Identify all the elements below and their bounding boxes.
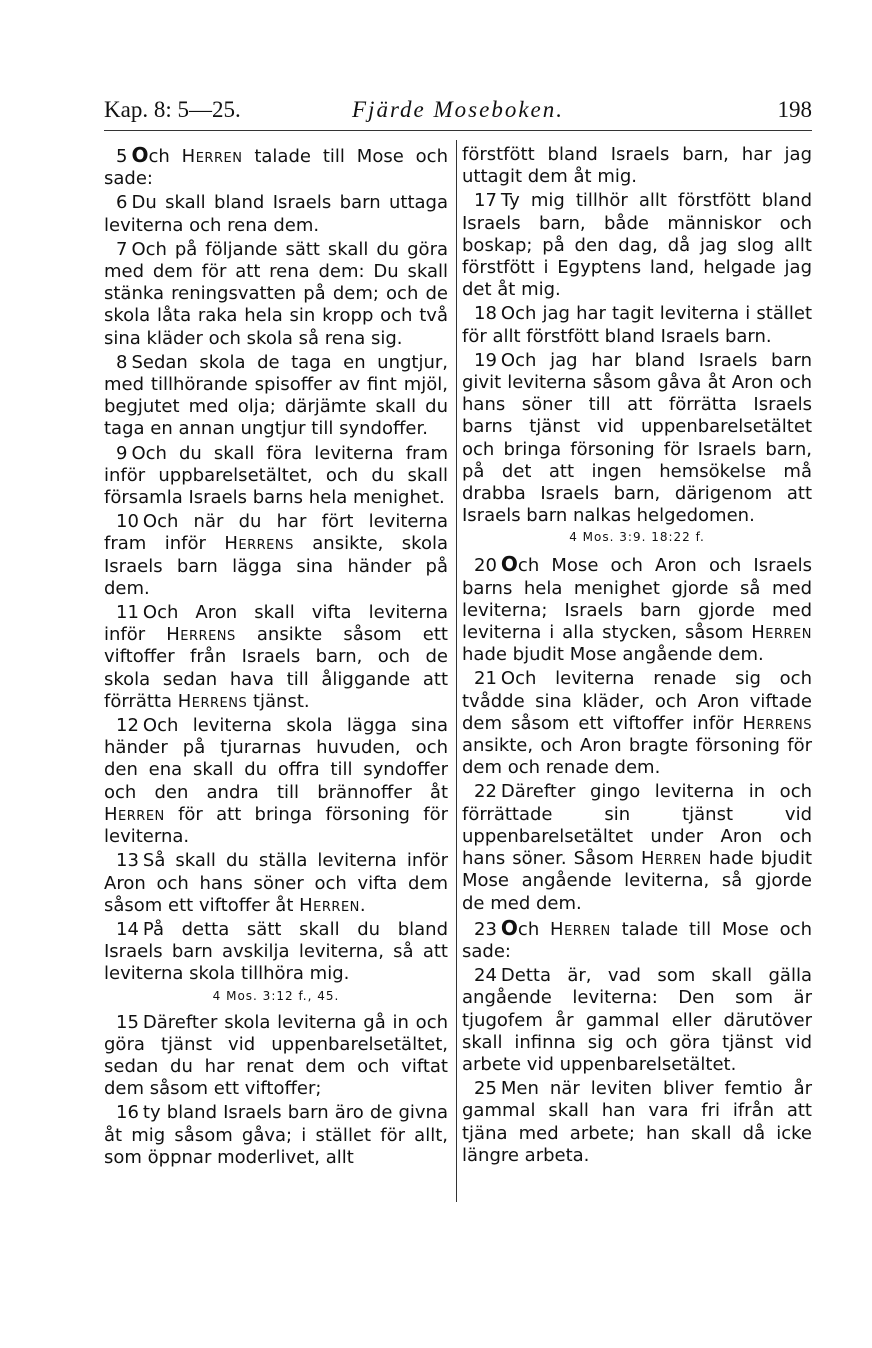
divine-name: Herren — [550, 918, 611, 940]
verse-text: Ty mig tillhör allt förstfött bland Israels barn, både människor och boskap; på den dag, då jag slog allt förstfött i Egyptens land, helgade jag det åt mig. — [462, 190, 812, 301]
verse-number: 13 — [116, 850, 139, 872]
verse-text: ch — [517, 918, 551, 940]
verse-24 — [462, 965, 812, 1076]
right-column — [462, 142, 812, 1169]
verse-text: Och du skall föra leviterna fram inför uppbarelsetältet, och du skall församla Israels barns hela menighet. — [104, 442, 448, 509]
divine-name: Herren — [181, 146, 243, 167]
chapter-reference: Kap. 8: 5—25. — [104, 97, 241, 122]
verse-6 — [104, 192, 448, 236]
verse-number: 17 — [474, 190, 497, 212]
verse-text: Men när leviten bliver femtio år gammal skall han vara fri ifrån att tjäna med arbete; han skall då icke längre arbeta. — [462, 1078, 812, 1166]
verse-number: 12 — [116, 715, 139, 737]
verse-text: ch Mose och Aron och Israels barns hela menighet gjorde så med leviterna; Israels barn gjorde med leviterna i alla stycken, såsom — [462, 555, 812, 644]
verse-text: Därefter skola leviterna gå in och göra tjänst vid uppenbarelsetältet, sedan du har renat dem och viftat dem såsom ett viftoffer; — [104, 1011, 448, 1100]
verse-number: 6 — [116, 192, 128, 214]
verse-text: Så skall du ställa leviterna inför Aron och hans söner och vifta dem såsom ett viftoffer åt — [104, 850, 448, 916]
verse-number: 25 — [474, 1078, 497, 1100]
verse-number: 22 — [474, 781, 497, 803]
verse-17 — [462, 190, 812, 301]
verse-12 — [104, 715, 448, 848]
cross-reference: 4 Mos. 3:9. 18:22 f. — [569, 530, 705, 545]
verse-text: ty bland Israels barn äro de givna åt mig såsom gåva; i stället för allt, som öppnar moderlivet, allt — [104, 1102, 448, 1168]
verse-text: talade till Mose och sade: — [104, 146, 448, 190]
verse-number: 5 — [116, 146, 128, 167]
verse-number: 14 — [116, 918, 139, 940]
verse-text: Du skall bland Israels barn uttaga leviterna och rena dem. — [104, 192, 448, 236]
divine-name: Herren — [104, 803, 165, 825]
verse-number: 7 — [116, 238, 128, 260]
column-divider — [456, 140, 457, 1202]
initial-letter: O — [131, 143, 149, 167]
divine-name: Herren — [640, 848, 702, 870]
verse-number: 24 — [474, 965, 497, 987]
page-number: 198 — [777, 97, 812, 122]
verse-text: ansikte såsom ett viftoffer från Israels barn, och de skola sedan hava till åliggande att förrätta — [104, 624, 448, 712]
verse-number: 21 — [474, 668, 497, 690]
verse-10 — [104, 511, 448, 600]
verse-number: 10 — [116, 511, 139, 533]
verse-number: 20 — [474, 555, 497, 577]
verse-20 — [462, 553, 812, 666]
verse-text: Och leviterna renade sig och tvådde sina kläder, och Aron viftade dem såsom ett viftoffer inför — [462, 668, 812, 734]
divine-name: Herrens — [166, 624, 236, 646]
verse-text: hade bjudit Mose angående leviterna, så gjorde de med dem. — [462, 848, 812, 914]
verse-7 — [104, 239, 448, 350]
verse-25 — [462, 1078, 812, 1167]
verse-text: Och Aron skall vifta leviterna inför — [104, 602, 448, 646]
verse-number: 15 — [116, 1011, 139, 1033]
verse-text: Och när du har fört leviterna fram inför — [104, 511, 448, 555]
verse-text: ansikte, och Aron bragte försoning för dem och renade dem. — [462, 735, 812, 779]
initial-letter: O — [500, 915, 518, 940]
verse-number: 23 — [474, 918, 497, 940]
verse-21 — [462, 668, 812, 779]
running-header — [104, 97, 812, 127]
verse-8 — [104, 352, 448, 441]
verse-text: Detta är, vad som skall gälla angående leviterna: Den som är tjugofem år gammal eller därutöver skall infinna sig och göra tjänst vid arbete vid uppenbarelsetältet. — [462, 965, 812, 1075]
verse-text: Och jag har bland Israels barn givit leviterna såsom gåva åt Aron och hans söner till att förrätta Israels barns tjänst vid uppenbarelsetältet och bringa försoning för Israels barn, på det att ingen hemsökelse må drabba Israels barn, därigenom att Israels barn nalkas helgedomen. — [462, 349, 812, 527]
verse-text: ch — [148, 146, 182, 167]
verse-number: 19 — [474, 349, 497, 371]
verse-text: Och leviterna skola lägga sina händer på tjurarnas huvuden, och den ena skall du offra till syndoffer och den andra till brännoffer åt — [104, 715, 448, 803]
verse-text: hade bjudit Mose angående dem. — [462, 644, 764, 666]
book-title: Fjärde Moseboken. — [352, 97, 564, 122]
verse-number: 16 — [116, 1102, 139, 1124]
verse-5 — [104, 144, 448, 190]
verse-text: Därefter gingo leviterna in och förrättade sin tjänst vid uppenbarelsetältet under Aron och hans söner. Såsom — [462, 781, 812, 870]
verse-15 — [104, 1012, 448, 1101]
verse-11 — [104, 602, 448, 713]
divine-name: Herren — [299, 894, 360, 916]
verse-number: 18 — [474, 303, 497, 325]
verse-text: . — [359, 894, 366, 916]
divine-name: Herrens — [742, 712, 812, 734]
header-rule — [104, 130, 812, 131]
verse-number: 11 — [116, 602, 139, 624]
verse-text: Sedan skola de taga en ungtjur, med tillhörande spisoffer av fint mjöl, begjutet med olja; därjämte skall du taga en annan ungtjur till syndoffer. — [104, 351, 448, 440]
verse-22 — [462, 781, 812, 914]
divine-name: Herrens — [177, 690, 248, 712]
verse-number: 8 — [116, 351, 128, 373]
verse-text: Och på följande sätt skall du göra med dem för att rena dem: Du skall stänka reningsvatten på dem; och de skola låta raka hela sin kropp och två sina kläder och skola så rena sig. — [104, 238, 448, 349]
verse-9 — [104, 443, 448, 510]
cross-reference: 4 Mos. 3:12 f., 45. — [212, 988, 340, 1003]
divine-name: Herrens — [224, 533, 294, 555]
initial-letter: O — [500, 552, 518, 577]
verse-text: På detta sätt skall du bland Israels barn avskilja leviterna, så att leviterna skola tillhöra mig. — [104, 918, 448, 985]
verse-16 — [104, 1102, 448, 1169]
verse-text: för att bringa försoning för leviterna. — [104, 803, 448, 848]
verse-16-continued: förstfött bland Israels barn, har jag uttagit dem åt mig. — [462, 144, 812, 188]
verse-text: tjänst. — [247, 690, 310, 712]
verse-13 — [104, 850, 448, 917]
left-column — [104, 142, 448, 1171]
verse-number: 9 — [116, 442, 128, 464]
verse-text: ansikte, skola Israels barn lägga sina händer på dem. — [104, 533, 448, 599]
verse-text: talade till Mose och sade: — [462, 918, 812, 962]
verse-14 — [104, 919, 448, 986]
divine-name: Herren — [751, 622, 812, 644]
verse-text: Och jag har tagit leviterna i stället för allt förstfött bland Israels barn. — [462, 303, 812, 347]
verse-19 — [462, 350, 812, 528]
verse-23 — [462, 917, 812, 963]
verse-18 — [462, 303, 812, 347]
